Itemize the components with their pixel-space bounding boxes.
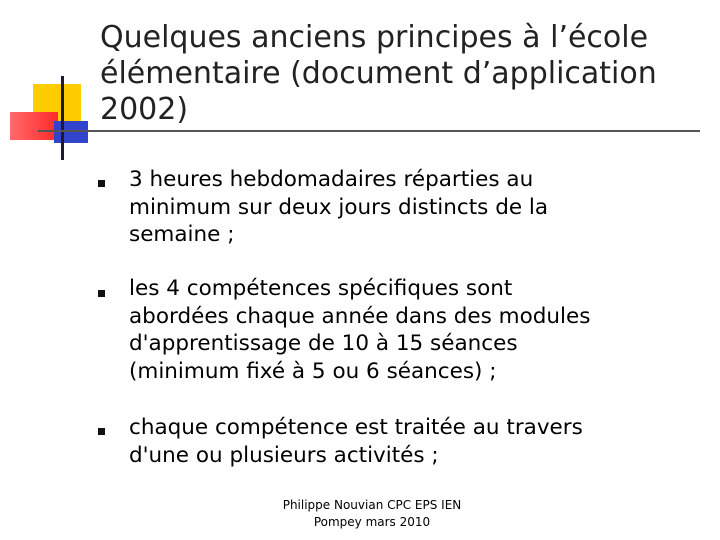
bullet-1-line-1: 3 heures hebdomadaires réparties au bbox=[129, 167, 534, 192]
title-line-3: 2002) bbox=[100, 92, 189, 127]
title-divider-line bbox=[38, 130, 700, 132]
bullet-2-line-4: (minimum fixé à 5 ou 6 séances) ; bbox=[129, 358, 497, 384]
title-line-1: Quelques anciens principes à l’école bbox=[100, 20, 649, 55]
bullet-item-3 bbox=[129, 414, 699, 469]
bullet-marker-1 bbox=[98, 180, 105, 187]
bullet-2-line-2: abordées chaque année dans des modules bbox=[129, 303, 591, 329]
bullet-2-line-3: d'apprentissage de 10 à 15 séances bbox=[129, 331, 518, 356]
decorative-red-rectangle bbox=[10, 112, 58, 140]
footer-author: Philippe Nouvian CPC EPS IEN bbox=[282, 498, 462, 512]
footer-date: Pompey mars 2010 bbox=[313, 515, 431, 529]
bullet-marker-2 bbox=[98, 290, 105, 297]
bullet-1-line-3: semaine ; bbox=[129, 222, 235, 247]
bullet-marker-3 bbox=[98, 428, 105, 435]
slide-title bbox=[100, 20, 700, 128]
bullet-item-1 bbox=[129, 166, 699, 249]
bullet-3-line-2: d'une ou plusieurs activités ; bbox=[129, 442, 439, 468]
decorative-vertical-line bbox=[61, 76, 64, 160]
bullet-3-line-1: chaque compétence est traitée au travers bbox=[129, 415, 583, 440]
bullet-2-line-1: les 4 compétences spécifiques sont bbox=[129, 276, 513, 301]
bullet-1-line-2: minimum sur deux jours distincts de la bbox=[129, 194, 549, 220]
decorative-blue-square bbox=[54, 121, 88, 143]
bullet-item-2 bbox=[129, 275, 699, 385]
title-line-2: élémentaire (document d’application bbox=[100, 56, 657, 91]
slide-footer bbox=[240, 497, 504, 531]
